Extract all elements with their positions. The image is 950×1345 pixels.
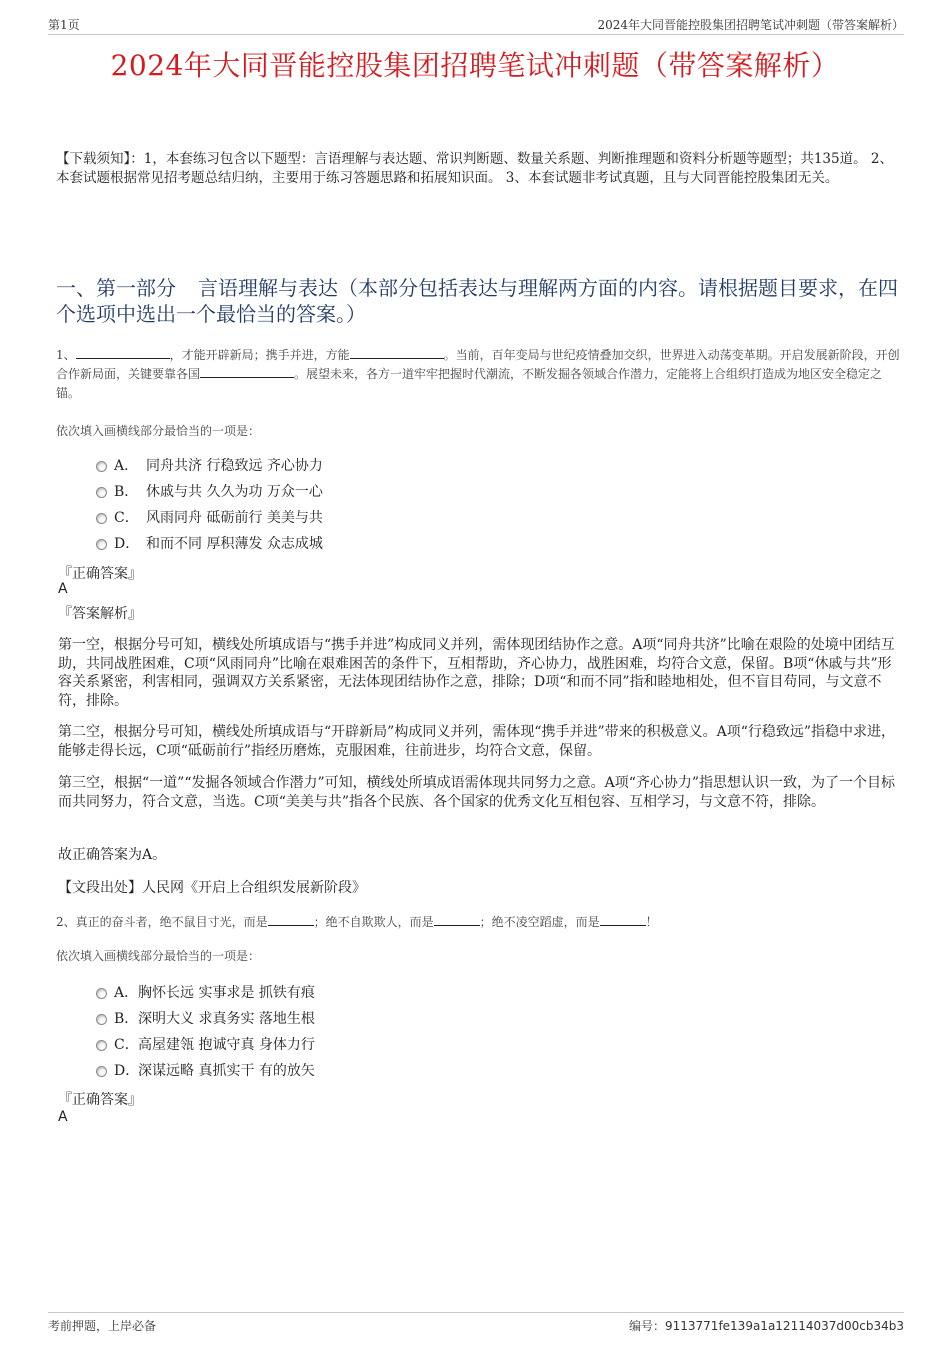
blank-1 — [76, 346, 170, 359]
analysis-paragraph-2: 第二空，根据分号可知，横线处所填成语与“开辟新局”构成同义并列，需体现“携手并进”带来的积极意义。A项“行稳致远”指稳中求进，能够走得长远，C项“砥砺前行”指经历磨炼，克服困难，往前进步，均符合文意，保留。 — [58, 724, 896, 759]
question-2-stem: 2、真正的奋斗者，绝不鼠目寸光，而是 ；绝不自欺欺人，而是 ；绝不凌空蹈虚，而是 ！ — [56, 915, 658, 929]
document-title: 2024年大同晋能控股集团招聘笔试冲刺题（带答案解析） — [110, 49, 840, 82]
footer-slogan: 考前押题，上岸必备 — [48, 1319, 157, 1333]
radio-icon[interactable] — [96, 487, 107, 498]
analysis-paragraph-1: 第一空，根据分号可知，横线处所填成语与“携手并进”构成同义并列，需体现团结协作之意。A项“同舟共济”比喻在艰险的处境中团结互助，共同战胜困难，C项“风雨同舟”比喻在艰难困苦的条件下，互相帮助，齐心协力，战胜困难，均符合文意，保留。B项“休戚与共”形容关系紧密，利害相同，强调双方关系紧密，无法体现团结协作之意，排除；D项“和而不同”指和睦地相处，但不盲目苟同，与文意不符，排除。 — [58, 637, 895, 709]
document-id: 编号：9113771fe139a1a12114037d00cb34b3 — [628, 1319, 904, 1333]
download-notice: 【下载须知】：1，本套练习包含以下题型：言语理解与表达题、常识判断题、数量关系题、判断推理题和资料分析题等题型；共135道。 2、本套试题根据常见招考题总结归纳，主要用于练习答题思路和拓展知识面。 3、本套试题非考试真题，且与大同晋能控股集团无关。 — [56, 151, 893, 186]
page-header — [48, 14, 904, 35]
answer-label: 『正确答案』 — [58, 566, 142, 582]
blank-1 — [268, 913, 314, 926]
source-citation: 【文段出处】人民网《开启上合组织发展新阶段》 — [58, 880, 366, 896]
section-description: 言语理解与表达（本部分包括表达与理解两方面的内容。请根据题目要求，在四个选项中选出一个最恰当的答案。） — [56, 276, 898, 326]
radio-icon[interactable] — [96, 1040, 107, 1051]
section-heading — [56, 275, 900, 327]
analysis-paragraph-3: 第三空，根据“一道”“发掘各领域合作潜力”可知，横线处所填成语需体现共同努力之意。A项“齐心协力”指思想认识一致，为了一个目标而共同努力，符合文意，当选。C项“美美与共”指各个民族、各个国家的优秀文化互相包容、互相学习，与文意不符，排除。 — [58, 775, 896, 810]
blank-3 — [600, 913, 646, 926]
blank-3 — [200, 365, 294, 378]
question-2-instruction: 依次填入画横线部分最恰当的一项是： — [56, 949, 261, 963]
radio-icon[interactable] — [96, 539, 107, 550]
page-number: 第1页 — [48, 18, 80, 32]
answer-value: A — [58, 581, 68, 597]
header-doc-title: 2024年大同晋能控股集团招聘笔试冲刺题（带答案解析） — [597, 18, 904, 32]
question-1-instruction: 依次填入画横线部分最恰当的一项是： — [56, 424, 261, 438]
analysis-conclusion: 故正确答案为A。 — [58, 847, 167, 863]
answer-label: 『正确答案』 — [58, 1092, 142, 1108]
blank-2 — [434, 913, 480, 926]
blank-2 — [350, 346, 444, 359]
radio-icon[interactable] — [96, 461, 107, 472]
radio-icon[interactable] — [96, 1066, 107, 1077]
question-1-stem: 1、 ，才能开辟新局；携手并进，方能 。当前，百年变局与世纪疫情叠加交织，世界进入动荡变革期。开启发展新阶段，开创合作新局面，关键要靠各国 。展望未来，各方一道牢牢把握时代潮流，不断发掘各领域合作潜力，定能将上合组织打造成为地区安全稳定之锚。 — [56, 348, 900, 400]
analysis-label: 『答案解析』 — [58, 606, 142, 622]
section-name: 一、第一部分 — [56, 276, 176, 300]
answer-value: A — [58, 1109, 68, 1125]
radio-icon[interactable] — [96, 513, 107, 524]
page-footer — [48, 1312, 904, 1333]
radio-icon[interactable] — [96, 1014, 107, 1025]
radio-icon[interactable] — [96, 988, 107, 999]
